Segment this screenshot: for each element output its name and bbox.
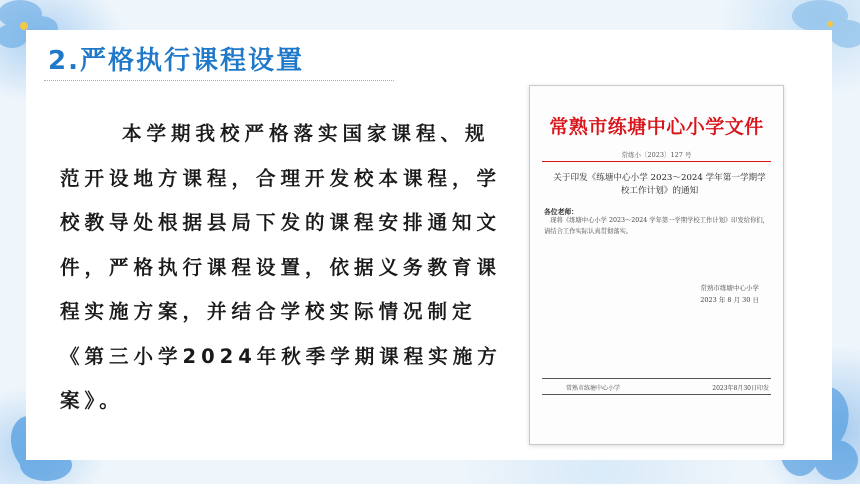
document-red-divider	[542, 161, 771, 162]
document-footer-org: 常熟市练塘中心小学	[566, 385, 621, 392]
document-footer-rule-bottom	[542, 394, 771, 395]
document-image	[529, 85, 784, 445]
title-divider	[44, 80, 394, 81]
document-signature-date: 2023 年 8 月 30 日	[700, 296, 759, 304]
document-header: 常熟市练塘中心小学文件	[549, 116, 764, 138]
document-number: 常练小〔2023〕127 号	[621, 151, 692, 159]
document-subject: 关于印发《练塘中心小学 2023～2024 学年第一学期学校工作计划》的通知	[553, 173, 766, 196]
document-body: 现将《练塘中心小学 2023～2024 学年第一学期学校工作计划》印发给你们，请结合工作实际认真贯彻落实。	[544, 217, 769, 235]
document-addressee: 各位老师：	[544, 208, 578, 216]
slide-title: 2.严格执行课程设置	[48, 46, 304, 76]
slide-body-text: 本学期我校严格落实国家课程、规范开设地方课程，合理开发校本课程，学校教导处根据县局下发的课程安排通知文件，严格执行课程设置，依据义务教育课程实施方案，并结合学校实际情况制定《第三小学2024年秋季学期课程实施方案》。	[60, 122, 502, 412]
document-footer-rule	[542, 378, 771, 379]
document-footer-date: 2023年8月30日印发	[712, 385, 769, 392]
document-signature-org: 常熟市练塘中心小学	[700, 284, 759, 292]
